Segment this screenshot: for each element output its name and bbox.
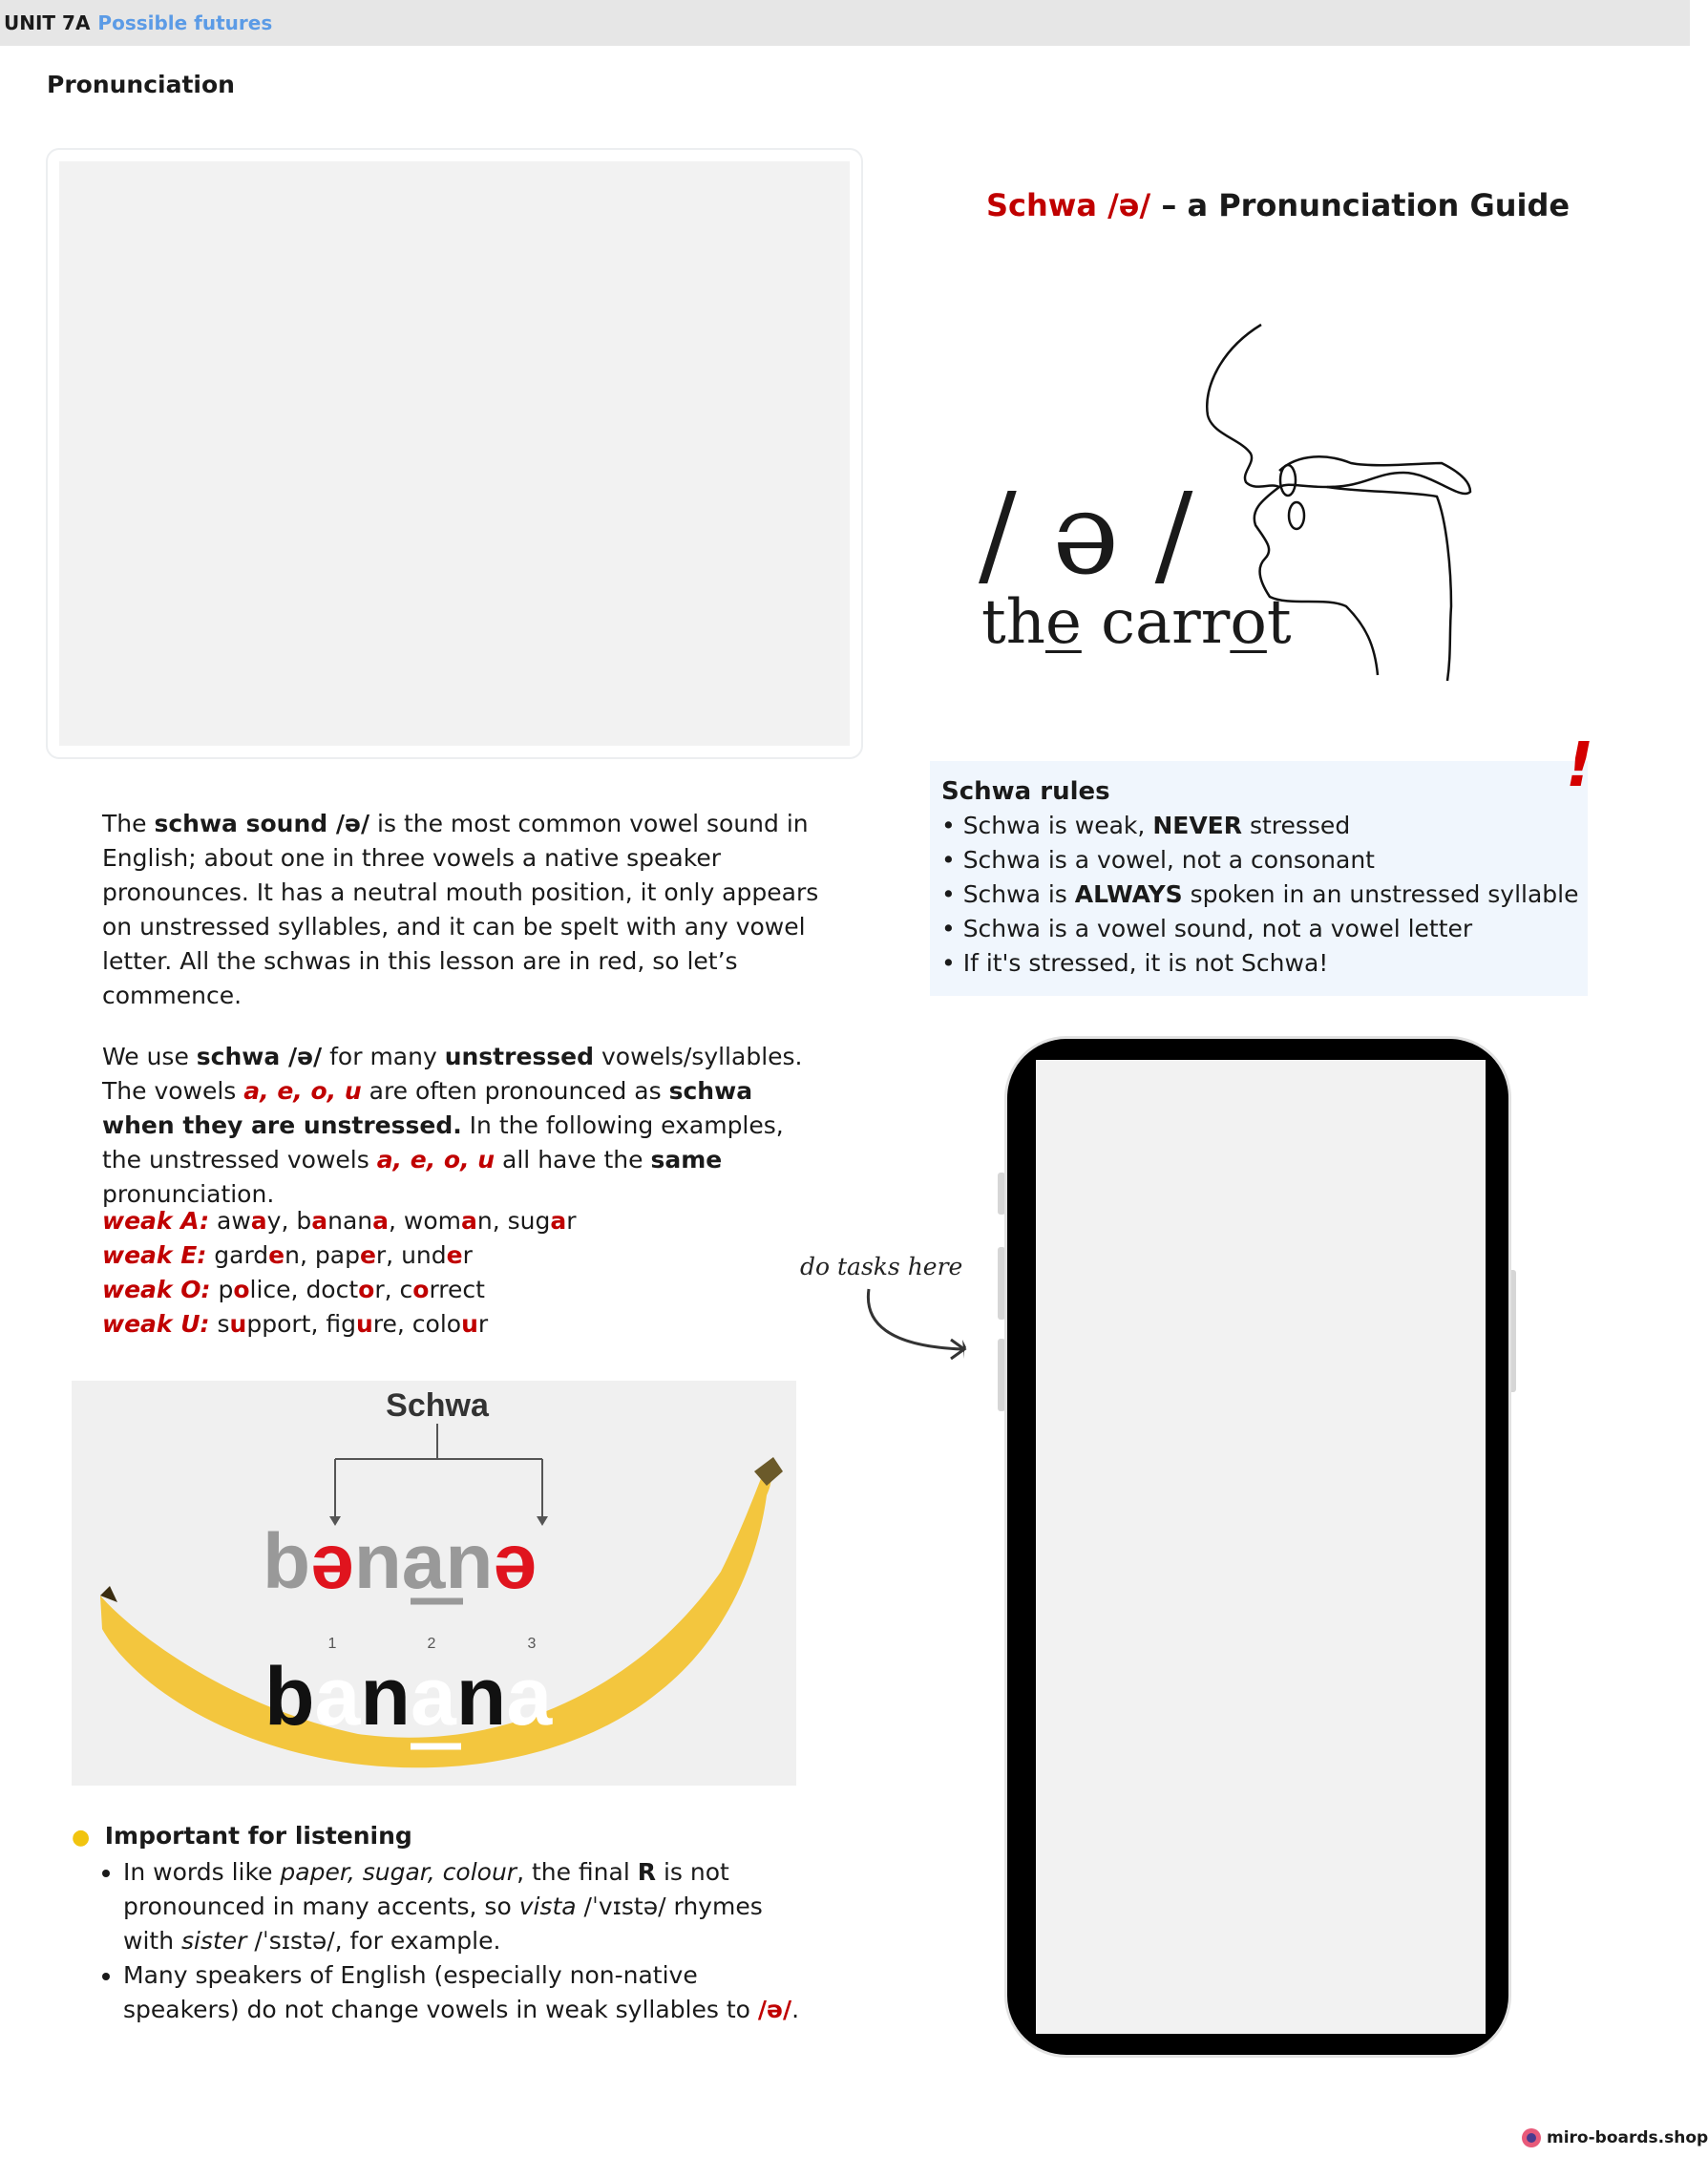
text-run-bold: NEVER — [1152, 812, 1242, 839]
phone-side-button — [998, 1247, 1005, 1320]
intro-paragraph-1 — [102, 807, 828, 1013]
brand-footer[interactable] — [1522, 2128, 1708, 2147]
text-run-italic: paper, sugar, colour — [280, 1858, 517, 1886]
weak-a-label: weak A: — [102, 1207, 210, 1235]
list-item — [123, 1958, 816, 2027]
guide-title — [986, 187, 1570, 223]
text-run: In the following examples, the unstressed vowels — [102, 1111, 784, 1174]
text-run: vowels/syllables. The vowels — [102, 1043, 803, 1105]
mouth-profile-illustration — [1184, 320, 1480, 687]
text-run-italic: sister — [181, 1927, 247, 1955]
phone-mockup — [1007, 1039, 1508, 2055]
banana-schwa-image — [72, 1381, 796, 1786]
unit-breadcrumb — [4, 11, 272, 34]
text-run: /ˈsɪstə/, for example. — [246, 1927, 501, 1955]
banana-heading: Schwa — [386, 1387, 489, 1424]
rule-1 — [941, 809, 1576, 843]
text-run: spoken in an unstressed syllable — [1182, 880, 1579, 908]
exclamation-icon: ! — [1566, 730, 1594, 801]
text-run: In words like — [123, 1858, 281, 1886]
text-run-bold: schwa /ə/ — [196, 1043, 323, 1070]
text-run: , the final — [517, 1858, 638, 1886]
schwa-symbol-inline: /ə/ — [757, 1996, 792, 2023]
text-run: is the most common vowel sound in English; about one in three vowels a native speaker pronounces. It has a neutral mouth position, it only appears on unstressed syllables, and it can be spelt with any vowel letter. All the schwas in this lesson are in red, so let’s commence. — [102, 810, 819, 1009]
weak-o-line: weak O: police, doctor, correct — [102, 1276, 485, 1303]
text-run: The — [102, 810, 155, 837]
unit-title-link[interactable]: Possible futures — [97, 11, 273, 34]
unit-label: UNIT 7A — [4, 11, 91, 34]
example-phrase: the carrot — [981, 587, 1292, 658]
text-run: for many — [322, 1043, 445, 1070]
important-listening-note — [72, 1819, 816, 2027]
text-run: pronunciation. — [102, 1180, 275, 1208]
weak-o-label: weak O: — [102, 1276, 211, 1303]
text-run: . — [791, 1996, 800, 2023]
important-list — [72, 1855, 816, 2027]
syllable-number: 1 — [327, 1636, 337, 1652]
vowel-letters: a, e, o, u — [243, 1077, 362, 1105]
video-embed[interactable] — [46, 148, 863, 759]
text-run-bold: same — [650, 1146, 723, 1174]
weak-e-label: weak E: — [102, 1241, 207, 1269]
text-run-bold: unstressed — [444, 1043, 595, 1070]
important-title — [72, 1819, 816, 1855]
schwa-symbol: / ə / — [979, 468, 1193, 600]
rules-title: Schwa rules — [941, 777, 1110, 806]
text-run-italic: vista — [518, 1893, 577, 1920]
text-run: • Schwa is — [941, 880, 1075, 908]
text-run: are often pronounced as — [361, 1077, 669, 1105]
text-run-bold: ALWAYS — [1074, 880, 1183, 908]
brand-text: miro-boards.shop — [1547, 2128, 1708, 2147]
guide-title-red: Schwa /ə/ — [986, 187, 1151, 223]
rule-4: • Schwa is a vowel sound, not a vowel letter — [941, 915, 1473, 942]
text-run: • Schwa is weak, — [941, 812, 1153, 839]
text-run: stressed — [1242, 812, 1351, 839]
list-item — [123, 1855, 816, 1958]
syllable-number: 3 — [527, 1636, 537, 1652]
text-run: /ˈvɪstə/ rhymes with — [123, 1893, 763, 1955]
section-title: Pronunciation — [47, 71, 235, 98]
arrow-icon — [859, 1284, 974, 1370]
phone-side-button — [998, 1339, 1005, 1411]
weak-u-label: weak U: — [102, 1310, 210, 1338]
brand-logo-icon — [1522, 2128, 1541, 2147]
vowel-letters: a, e, o, u — [376, 1146, 496, 1174]
phone-side-button — [1508, 1270, 1516, 1392]
weak-u-line: weak U: support, figure, colour — [102, 1310, 489, 1338]
text-run-bold: R — [637, 1858, 657, 1886]
intro-paragraph-2 — [102, 1040, 828, 1212]
text-run: all have the — [495, 1146, 651, 1174]
weak-vowel-examples — [102, 1204, 828, 1342]
phone-side-button — [998, 1173, 1005, 1215]
rule-5: • If it's stressed, it is not Schwa! — [941, 949, 1329, 977]
schwa-rules-box — [930, 761, 1588, 996]
weak-a-line: weak A: away, banana, woman, sugar — [102, 1207, 577, 1235]
text-run-bold: schwa when they are unstressed. — [102, 1077, 753, 1139]
important-title-text: Important for listening — [104, 1822, 412, 1850]
banana-schwa-word: bənanə — [263, 1518, 538, 1605]
weak-e-line: weak E: garden, paper, under — [102, 1241, 473, 1269]
video-placeholder[interactable] — [59, 161, 850, 746]
text-run: We use — [102, 1043, 197, 1070]
rule-2: • Schwa is a vowel, not a consonant — [941, 846, 1375, 874]
do-tasks-annotation: do tasks here — [800, 1253, 963, 1280]
banana-word: banana — [264, 1651, 553, 1743]
syllable-number: 2 — [427, 1636, 436, 1652]
text-run: Many speakers of English (especially non-native speakers) do not change vowels in weak syllables to — [123, 1961, 758, 2023]
lightbulb-icon: ● — [72, 1826, 91, 1850]
phone-screen[interactable] — [1036, 1060, 1486, 2034]
guide-title-rest: – a Pronunciation Guide — [1150, 187, 1571, 223]
text-run: is not pronounced in many accents, so — [123, 1858, 729, 1920]
banana-illustration — [72, 1381, 796, 1786]
rule-3 — [941, 878, 1579, 912]
text-run-bold: schwa sound /ə/ — [154, 810, 370, 837]
